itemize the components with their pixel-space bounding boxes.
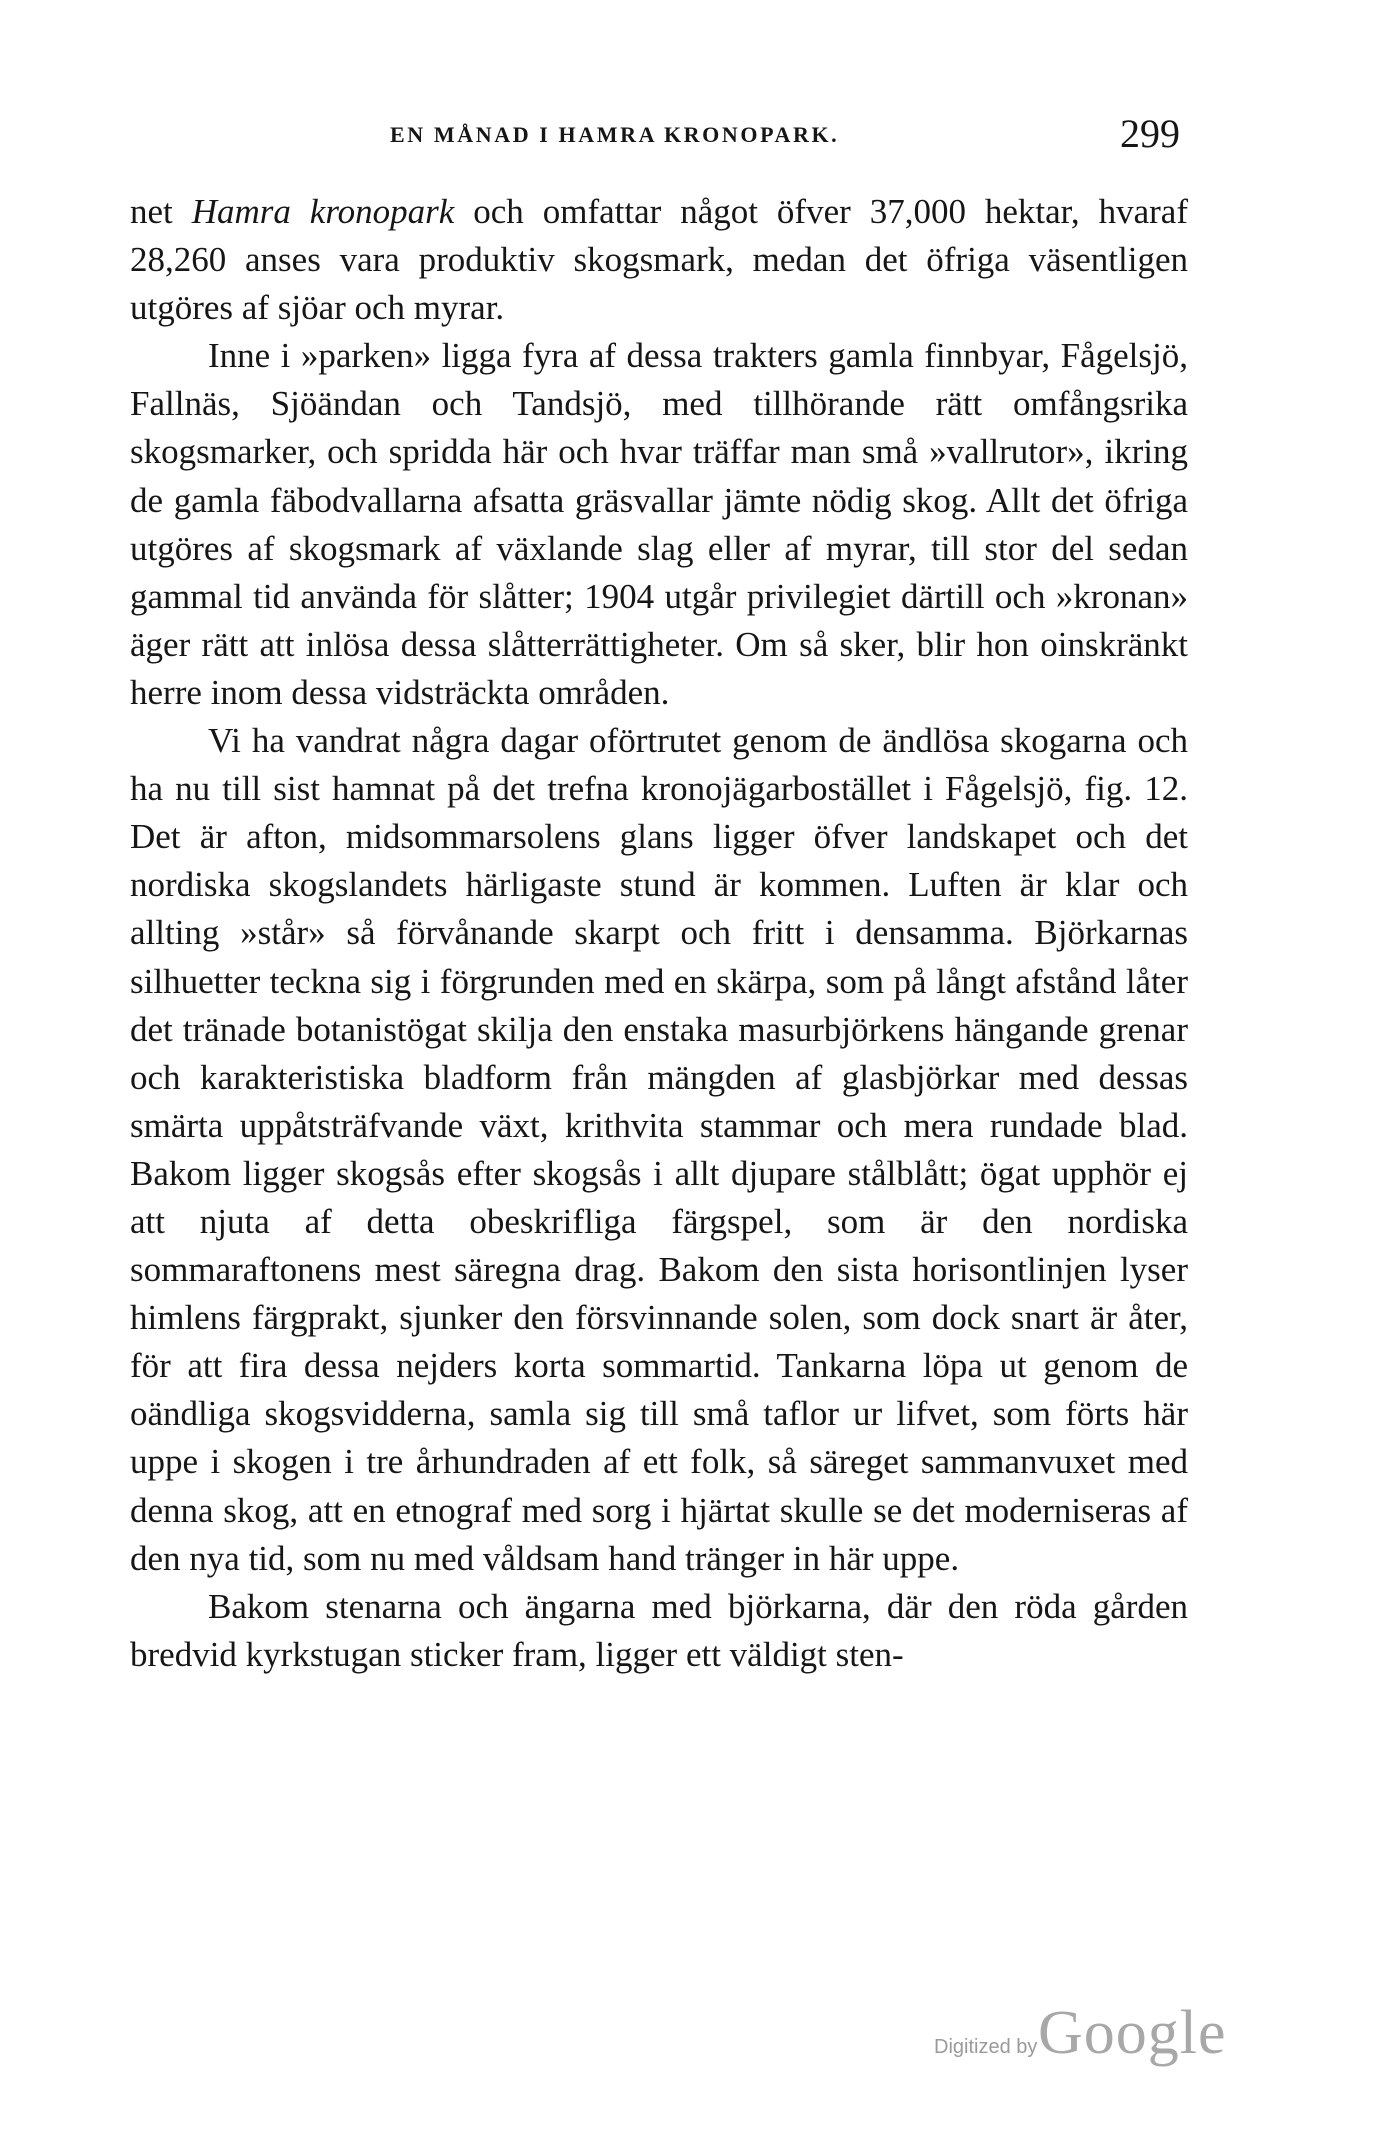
paragraph-1-start: net xyxy=(130,192,192,231)
running-title: EN MÅNAD I HAMRA KRONOPARK. xyxy=(390,122,840,147)
google-logo: Google xyxy=(1038,1999,1227,2067)
paragraph-1 xyxy=(130,188,1188,332)
paragraph-1-rest: och omfattar något öfver 37,000 hektar, hvaraf 28,260 anses vara produktiv skogsmark, medan det öfriga väsentligen utgöres af sjöar och myrar. xyxy=(130,192,1188,328)
paragraph-4: Bakom stenarna och ängarna med björkarna, där den röda gården bredvid kyrkstugan sticker fram, ligger ett väldigt sten- xyxy=(130,1586,1188,1674)
page-number: 299 xyxy=(1120,111,1180,156)
place-name-italic: Hamra kronopark xyxy=(191,192,455,231)
paragraph-3: Vi ha vandrat några dagar oförtrutet genom de ändlösa skogarna och ha nu till sist hamnat på det trefna kronojägarbostället i Fågelsjö, fig. 12. Det är afton, midsommarsolens glans ligger öfver landskapet och det nordiska skogslandets härligaste stund är kommen. Luften är klar och allting »står» så förvånande skarpt och fritt i densamma. Björkarnas silhuetter teckna sig i förgrunden med en skärpa, som på långt afstånd låter det tränade botanistögat skilja den enstaka masurbjörkens hängande grenar och karakteristiska bladform från mängden af glasbjörkar med dessas smärta uppåtsträfvande växt, krithvita stammar och mera rundade blad. Bakom ligger skogsås efter skogsås i allt djupare stålblått; ögat upphör ej att njuta af detta obeskrifliga färgspel, som är den nordiska sommaraftonens mest säregna drag. Bakom den sista horisontlinjen lyser himlens färgprakt, sjunker den försvinnande solen, som dock snart är åter, för att fira dessa nejders korta sommartid. Tankarna löpa ut genom de oändliga skogsvidderna, samla sig till små taflor ur lifvet, som förts här uppe i skogen i tre århundraden af ett folk, så säreget sammanvuxet med denna skog, att en etnograf med sorg i hjärtat skulle se det moderniseras af den nya tid, som nu med våldsam hand tränger in här uppe. xyxy=(130,721,1188,1578)
paragraph-2: Inne i »parken» ligga fyra af dessa trakters gamla finnbyar, Fågelsjö, Fallnäs, Sjöändan och Tandsjö, med tillhörande rätt omfångsrika skogsmarker, och spridda här och hvar träffar man små »vallrutor», ikring de gamla fäbodvallarna afsatta gräsvallar jämte nödig skog. Allt det öfriga utgöres af skogsmark af växlande slag eller af myrar, till stor del sedan gammal tid använda för slåtter; 1904 utgår privilegiet därtill och »kronan» äger rätt att inlösa dessa slåtterrättigheter. Om så sker, blir hon oinskränkt herre inom dessa vidsträckta områden. xyxy=(130,336,1188,712)
digitization-watermark xyxy=(934,1998,1234,2068)
page-header xyxy=(130,111,1190,158)
body-text xyxy=(130,188,1188,1679)
digitized-by-label: Digitized by xyxy=(934,2036,1038,2058)
